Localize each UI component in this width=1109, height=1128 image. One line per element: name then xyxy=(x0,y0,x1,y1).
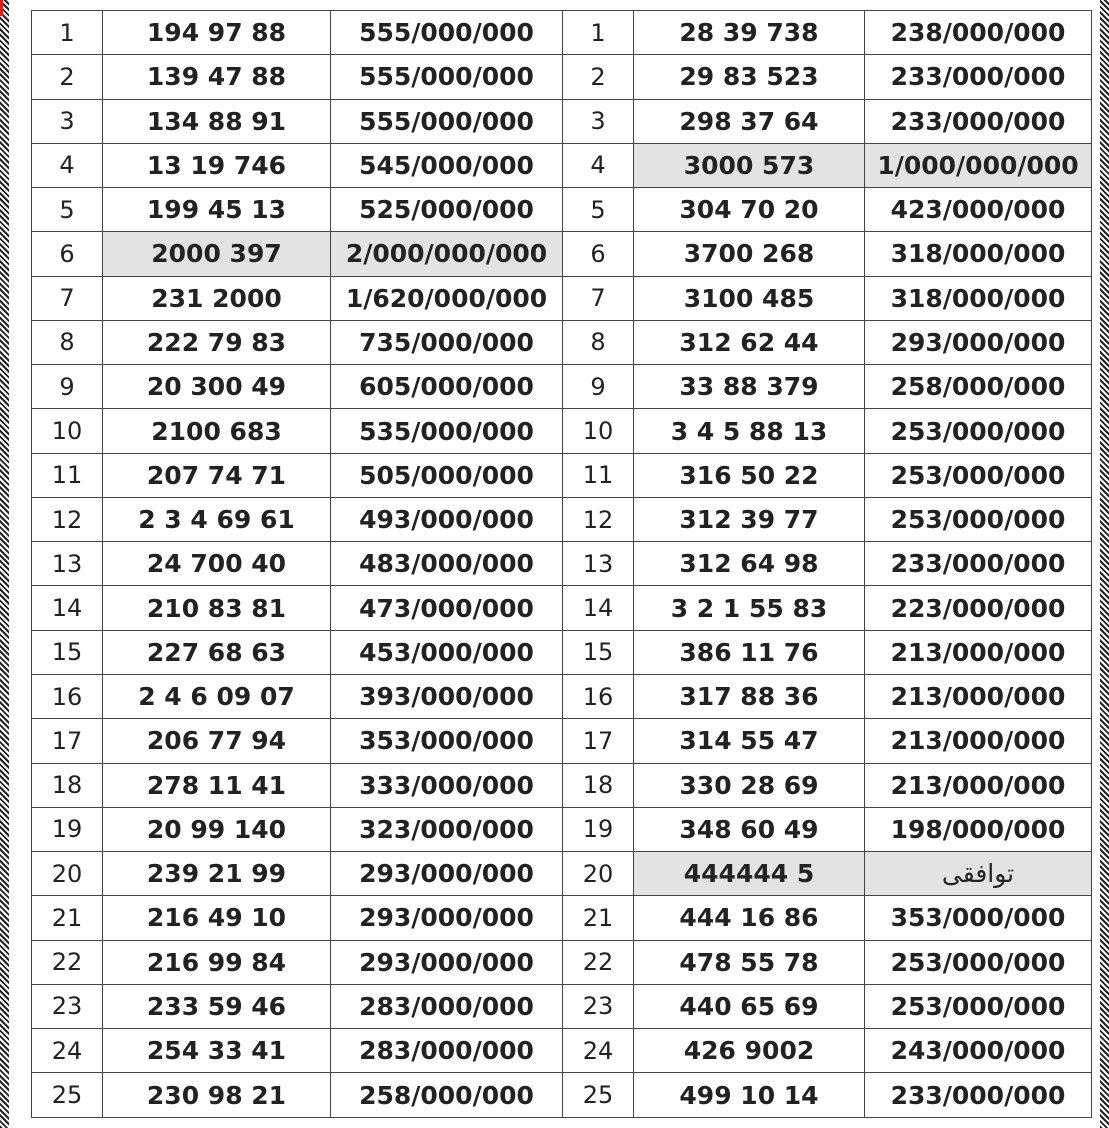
right-phone-number: 386 11 76 xyxy=(634,630,865,674)
right-row-index: 24 xyxy=(563,1029,634,1073)
left-price: 258/000/000 xyxy=(331,1073,563,1118)
left-row-index: 20 xyxy=(32,852,103,896)
left-phone-number: 2 3 4 69 61 xyxy=(103,497,331,541)
table-row xyxy=(32,896,1092,940)
right-price: 318/000/000 xyxy=(865,232,1092,276)
left-price: 555/000/000 xyxy=(331,11,563,55)
right-phone-number: 33 88 379 xyxy=(634,365,865,409)
left-row-index: 3 xyxy=(32,99,103,143)
table-row xyxy=(32,807,1092,851)
right-price: 233/000/000 xyxy=(865,55,1092,99)
right-price: 213/000/000 xyxy=(865,674,1092,718)
left-row-index: 25 xyxy=(32,1073,103,1118)
right-row-index: 23 xyxy=(563,984,634,1028)
right-price: 253/000/000 xyxy=(865,984,1092,1028)
right-phone-number: 478 55 78 xyxy=(634,940,865,984)
table-row xyxy=(32,99,1092,143)
right-row-index: 12 xyxy=(563,497,634,541)
right-phone-number: 3700 268 xyxy=(634,232,865,276)
left-phone-number: 134 88 91 xyxy=(103,99,331,143)
left-row-index: 16 xyxy=(32,674,103,718)
left-row-index: 10 xyxy=(32,409,103,453)
left-price: 605/000/000 xyxy=(331,365,563,409)
right-price: 233/000/000 xyxy=(865,1073,1092,1118)
left-phone-number: 210 83 81 xyxy=(103,586,331,630)
right-row-index: 13 xyxy=(563,542,634,586)
table-row xyxy=(32,719,1092,763)
left-price: 735/000/000 xyxy=(331,320,563,364)
left-row-index: 18 xyxy=(32,763,103,807)
left-row-index: 21 xyxy=(32,896,103,940)
right-price: 258/000/000 xyxy=(865,365,1092,409)
left-row-index: 5 xyxy=(32,188,103,232)
right-phone-number: 312 64 98 xyxy=(634,542,865,586)
right-phone-number: 3 2 1 55 83 xyxy=(634,586,865,630)
table-row xyxy=(32,984,1092,1028)
right-row-index: 21 xyxy=(563,896,634,940)
left-phone-number: 231 2000 xyxy=(103,276,331,320)
right-phone-number: 314 55 47 xyxy=(634,719,865,763)
table-row xyxy=(32,586,1092,630)
left-phone-number: 222 79 83 xyxy=(103,320,331,364)
left-phone-number: 194 97 88 xyxy=(103,11,331,55)
right-row-index: 9 xyxy=(563,365,634,409)
right-price: 233/000/000 xyxy=(865,542,1092,586)
right-price: 353/000/000 xyxy=(865,896,1092,940)
right-row-index: 5 xyxy=(563,188,634,232)
right-phone-number: 298 37 64 xyxy=(634,99,865,143)
right-price: 223/000/000 xyxy=(865,586,1092,630)
left-phone-number: 206 77 94 xyxy=(103,719,331,763)
table-body xyxy=(32,11,1092,1118)
right-phone-number: 348 60 49 xyxy=(634,807,865,851)
left-phone-number: 239 21 99 xyxy=(103,852,331,896)
price-list-table xyxy=(31,10,1092,1118)
right-row-index: 11 xyxy=(563,453,634,497)
right-row-index: 4 xyxy=(563,143,634,187)
right-phone-number: 316 50 22 xyxy=(634,453,865,497)
table-row xyxy=(32,630,1092,674)
right-row-index: 10 xyxy=(563,409,634,453)
right-price: 198/000/000 xyxy=(865,807,1092,851)
left-price: 353/000/000 xyxy=(331,719,563,763)
left-row-index: 11 xyxy=(32,453,103,497)
left-price: 283/000/000 xyxy=(331,1029,563,1073)
left-price: 535/000/000 xyxy=(331,409,563,453)
left-price: 473/000/000 xyxy=(331,586,563,630)
table-row xyxy=(32,276,1092,320)
right-phone-number: 330 28 69 xyxy=(634,763,865,807)
right-row-index: 19 xyxy=(563,807,634,851)
right-row-index: 15 xyxy=(563,630,634,674)
left-phone-number: 24 700 40 xyxy=(103,542,331,586)
right-row-index: 17 xyxy=(563,719,634,763)
left-price: 525/000/000 xyxy=(331,188,563,232)
right-row-index: 7 xyxy=(563,276,634,320)
table-row xyxy=(32,365,1092,409)
left-phone-number: 13 19 746 xyxy=(103,143,331,187)
decorative-border-left xyxy=(0,0,9,1128)
table-row xyxy=(32,542,1092,586)
right-phone-number: 312 62 44 xyxy=(634,320,865,364)
left-phone-number: 216 49 10 xyxy=(103,896,331,940)
right-phone-number: 426 9002 xyxy=(634,1029,865,1073)
left-phone-number: 216 99 84 xyxy=(103,940,331,984)
right-phone-number: 3000 573 xyxy=(634,143,865,187)
left-price: 293/000/000 xyxy=(331,852,563,896)
left-price: 555/000/000 xyxy=(331,55,563,99)
right-phone-number: 3 4 5 88 13 xyxy=(634,409,865,453)
right-row-index: 22 xyxy=(563,940,634,984)
right-row-index: 8 xyxy=(563,320,634,364)
left-row-index: 13 xyxy=(32,542,103,586)
left-row-index: 19 xyxy=(32,807,103,851)
table-row xyxy=(32,188,1092,232)
left-phone-number: 278 11 41 xyxy=(103,763,331,807)
left-price: 293/000/000 xyxy=(331,896,563,940)
left-price: 453/000/000 xyxy=(331,630,563,674)
left-row-index: 2 xyxy=(32,55,103,99)
left-price: 393/000/000 xyxy=(331,674,563,718)
right-row-index: 25 xyxy=(563,1073,634,1118)
left-price: 555/000/000 xyxy=(331,99,563,143)
right-row-index: 6 xyxy=(563,232,634,276)
red-corner-mark xyxy=(0,0,3,16)
decorative-border-right xyxy=(1100,0,1109,1128)
left-row-index: 22 xyxy=(32,940,103,984)
left-phone-number: 227 68 63 xyxy=(103,630,331,674)
left-row-index: 7 xyxy=(32,276,103,320)
right-row-index: 20 xyxy=(563,852,634,896)
right-phone-number: 444 16 86 xyxy=(634,896,865,940)
left-price: 545/000/000 xyxy=(331,143,563,187)
right-phone-number: 3100 485 xyxy=(634,276,865,320)
right-phone-number: 440 65 69 xyxy=(634,984,865,1028)
right-row-index: 18 xyxy=(563,763,634,807)
left-row-index: 14 xyxy=(32,586,103,630)
left-phone-number: 139 47 88 xyxy=(103,55,331,99)
right-price: 243/000/000 xyxy=(865,1029,1092,1073)
right-price: 238/000/000 xyxy=(865,11,1092,55)
table-row xyxy=(32,1073,1092,1118)
table-row xyxy=(32,674,1092,718)
table-row xyxy=(32,852,1092,896)
left-price: 505/000/000 xyxy=(331,453,563,497)
left-phone-number: 207 74 71 xyxy=(103,453,331,497)
table-row xyxy=(32,232,1092,276)
table-row xyxy=(32,409,1092,453)
table-row xyxy=(32,55,1092,99)
right-row-index: 14 xyxy=(563,586,634,630)
right-price: 423/000/000 xyxy=(865,188,1092,232)
right-price: 253/000/000 xyxy=(865,497,1092,541)
right-price: 253/000/000 xyxy=(865,453,1092,497)
right-price: 253/000/000 xyxy=(865,940,1092,984)
left-row-index: 4 xyxy=(32,143,103,187)
right-price: 1/000/000/000 xyxy=(865,143,1092,187)
right-phone-number: 29 83 523 xyxy=(634,55,865,99)
left-price: 1/620/000/000 xyxy=(331,276,563,320)
table-row xyxy=(32,143,1092,187)
right-row-index: 2 xyxy=(563,55,634,99)
right-row-index: 3 xyxy=(563,99,634,143)
left-phone-number: 254 33 41 xyxy=(103,1029,331,1073)
right-price: 293/000/000 xyxy=(865,320,1092,364)
left-price: 283/000/000 xyxy=(331,984,563,1028)
price-list-table-container xyxy=(31,10,1091,1118)
left-price: 2/000/000/000 xyxy=(331,232,563,276)
right-phone-number: 499 10 14 xyxy=(634,1073,865,1118)
right-price: 253/000/000 xyxy=(865,409,1092,453)
left-phone-number: 2100 683 xyxy=(103,409,331,453)
left-row-index: 12 xyxy=(32,497,103,541)
left-price: 323/000/000 xyxy=(331,807,563,851)
table-row xyxy=(32,453,1092,497)
table-row xyxy=(32,11,1092,55)
table-row xyxy=(32,940,1092,984)
left-row-index: 17 xyxy=(32,719,103,763)
left-row-index: 24 xyxy=(32,1029,103,1073)
table-row xyxy=(32,1029,1092,1073)
right-phone-number: 304 70 20 xyxy=(634,188,865,232)
left-price: 493/000/000 xyxy=(331,497,563,541)
left-price: 483/000/000 xyxy=(331,542,563,586)
left-price: 293/000/000 xyxy=(331,940,563,984)
right-price: 233/000/000 xyxy=(865,99,1092,143)
left-phone-number: 2 4 6 09 07 xyxy=(103,674,331,718)
right-price: 213/000/000 xyxy=(865,719,1092,763)
left-phone-number: 2000 397 xyxy=(103,232,331,276)
left-row-index: 15 xyxy=(32,630,103,674)
left-phone-number: 233 59 46 xyxy=(103,984,331,1028)
left-phone-number: 20 99 140 xyxy=(103,807,331,851)
right-phone-number: 444444 5 xyxy=(634,852,865,896)
table-row xyxy=(32,497,1092,541)
left-row-index: 6 xyxy=(32,232,103,276)
left-row-index: 8 xyxy=(32,320,103,364)
left-row-index: 1 xyxy=(32,11,103,55)
left-row-index: 23 xyxy=(32,984,103,1028)
right-row-index: 16 xyxy=(563,674,634,718)
right-phone-number: 317 88 36 xyxy=(634,674,865,718)
right-price: 213/000/000 xyxy=(865,763,1092,807)
left-phone-number: 199 45 13 xyxy=(103,188,331,232)
left-row-index: 9 xyxy=(32,365,103,409)
table-row xyxy=(32,320,1092,364)
right-price: توافقی xyxy=(865,852,1092,896)
right-price: 318/000/000 xyxy=(865,276,1092,320)
left-phone-number: 230 98 21 xyxy=(103,1073,331,1118)
left-phone-number: 20 300 49 xyxy=(103,365,331,409)
left-price: 333/000/000 xyxy=(331,763,563,807)
table-row xyxy=(32,763,1092,807)
right-price: 213/000/000 xyxy=(865,630,1092,674)
right-row-index: 1 xyxy=(563,11,634,55)
right-phone-number: 312 39 77 xyxy=(634,497,865,541)
right-phone-number: 28 39 738 xyxy=(634,11,865,55)
